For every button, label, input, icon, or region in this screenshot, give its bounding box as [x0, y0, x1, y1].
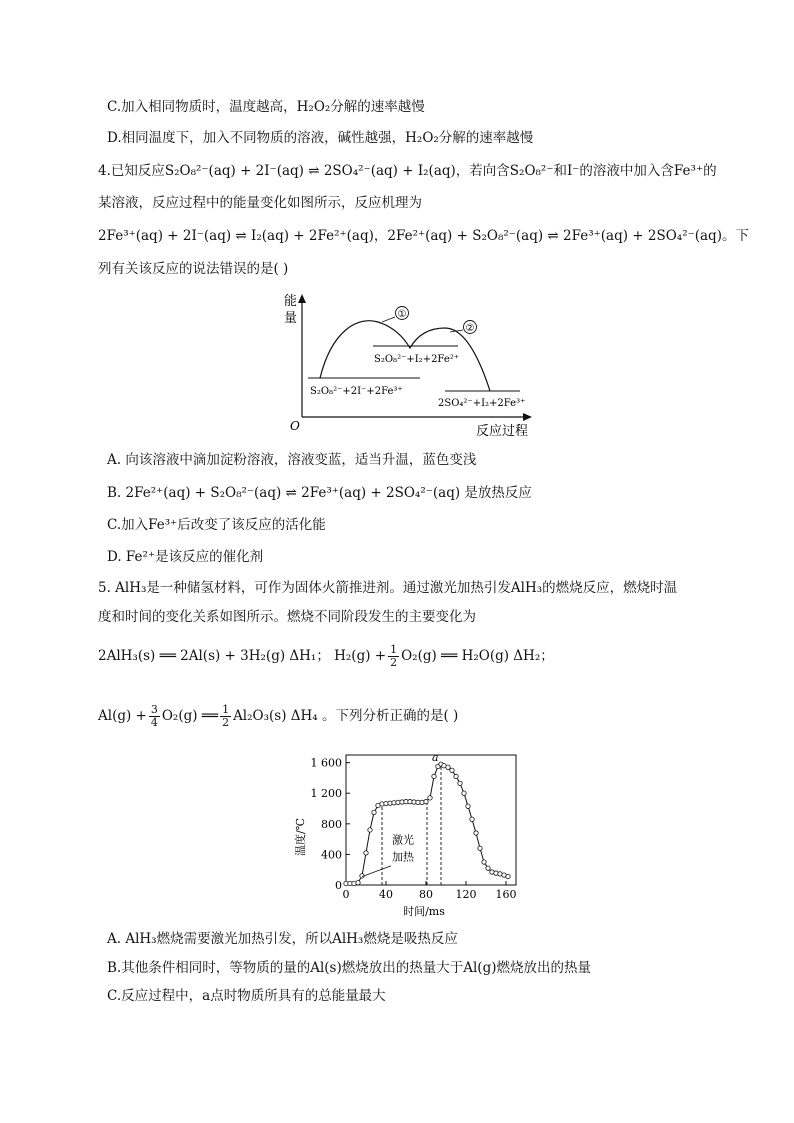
chart-data-point [446, 765, 450, 769]
chart-data-point [470, 817, 474, 821]
chart-y-tick-label: 1 200 [310, 787, 342, 801]
q4-stem-line-4: 列有关该反应的说法错误的是( ) [98, 261, 289, 277]
chart-data-point [478, 846, 482, 850]
q5-stem-line-1: 5. AlH₃是一种储氢材料，可作为固体火箭推进剂。通过激光加热引发AlH₃的燃烧反应，燃烧时温 [98, 580, 678, 596]
chart-annotation-laser-line-2: 加热 [392, 850, 414, 864]
chart-data-point [454, 774, 458, 778]
q5-equation-2-right: O₂(g) ══ H₂O(g) ΔH₂； [401, 648, 554, 664]
state-start-label: S₂O₈²⁻+2I⁻+2Fe³⁺ [310, 386, 403, 397]
q4-option-b: B. 2Fe²⁺(aq) + S₂O₈²⁻(aq) ⇌ 2Fe³⁺(aq) + 2SO₄²⁻(aq) 是放热反应 [107, 485, 532, 501]
q5-equations-line-1 [98, 642, 554, 670]
chart-data-point [364, 851, 368, 855]
chart-x-axis-label: 时间/ms [403, 905, 445, 918]
q5-option-c: C.反应过程中，a点时物质所具有的总能量最大 [107, 988, 386, 1004]
chart-plot-frame [346, 755, 516, 885]
chart-data-point [466, 804, 470, 808]
q5-equation-3-mid: O₂(g) ══ [161, 708, 219, 724]
state-mid-label: S₂O₈²⁻+I₂+2Fe²⁺ [374, 354, 460, 365]
chart-annotation-leader [362, 866, 391, 877]
q5-option-b: B.其他条件相同时，等物质的量的Al(s)燃烧放出的热量大于Al(g)燃烧放出的热量 [107, 960, 591, 976]
chart-data-point [462, 791, 466, 795]
chart-x-tick-label: 80 [419, 888, 433, 901]
chart-data-point [486, 866, 490, 870]
origin-label: O [290, 419, 300, 433]
q5-equation-3-left: Al(g) + [98, 708, 147, 724]
chart-x-tick-label: 0 [342, 888, 350, 901]
q4-option-c: C.加入Fe³⁺后改变了该反应的活化能 [107, 517, 326, 533]
q3-option-c: C.加入相同物质时，温度越高，H₂O₂分解的速率越慢 [107, 99, 425, 115]
chart-data-point [424, 799, 428, 803]
chart-annotation-laser-line-1: 激光 [392, 833, 414, 847]
chart-x-tick-label: 160 [495, 888, 517, 901]
chart-y-tick-label: 400 [321, 848, 342, 862]
y-axis-arrow [298, 294, 306, 303]
chart-point-a-label: a [432, 751, 439, 765]
fraction-one-half-b: $\frac{1}{2}$ [222, 703, 230, 729]
chart-x-tick-label: 40 [379, 888, 393, 901]
q4-option-a: A. 向该溶液中滴加淀粉溶液，溶液变蓝，适当升温，蓝色变浅 [107, 452, 477, 468]
q5-equation-1: 2AlH₃(s) ══ 2Al(s) + 3H₂(g) ΔH₁； [98, 648, 330, 664]
peak-2-label: ② [465, 323, 475, 334]
chart-x-tick-label: 120 [455, 888, 477, 901]
q4-mechanism-line: 2Fe³⁺(aq) + 2I⁻(aq) ⇌ I₂(aq) + 2Fe²⁺(aq)，2Fe²⁺(aq) + S₂O₈²⁻(aq) ⇌ 2Fe³⁺(aq) + 2SO₄²⁻(aq)。下 [98, 228, 749, 244]
q5-option-a: A. AlH₃燃烧需要激光加热引发，所以AlH₃燃烧是吸热反应 [107, 931, 458, 947]
chart-y-tick-label: 0 [335, 879, 342, 892]
chart-data-point [450, 768, 454, 772]
energy-profile-diagram [270, 290, 540, 440]
state-end-label: 2SO₄²⁻+I₂+2Fe³⁺ [438, 398, 526, 409]
chart-data-point [372, 810, 376, 814]
chart-data-point [506, 874, 510, 878]
fraction-one-half: $\frac{1}{2}$ [390, 643, 398, 669]
chart-data-point [428, 796, 432, 800]
y-axis-label-top: 能 [284, 294, 298, 309]
chart-data-point [474, 831, 478, 835]
y-axis-label-bottom: 量 [284, 311, 298, 326]
q5-equation-3-right: Al₂O₃(s) ΔH₄ 。下列分析正确的是( ) [233, 708, 459, 724]
chart-data-point [482, 860, 486, 864]
q4-stem-line-2: 某溶液，反应过程中的能量变化如图所示，反应机理为 [98, 195, 422, 211]
chart-data-point [432, 774, 436, 778]
chart-y-tick-label: 1 600 [310, 756, 342, 770]
chart-y-axis-label: 温度/℃ [294, 817, 307, 857]
chart-data-point [356, 881, 360, 885]
q3-option-d: D.相同温度下，加入不同物质的溶液，碱性越强，H₂O₂分解的速率越慢 [107, 130, 534, 146]
x-axis-label: 反应过程 [476, 424, 529, 439]
chart-data-point [458, 781, 462, 785]
peak-1-label: ① [397, 309, 407, 320]
temperature-time-chart [290, 745, 530, 925]
q5-equation-2-left: H₂(g) + [334, 648, 387, 664]
chart-data-point [368, 828, 372, 832]
x-axis-arrow [523, 413, 532, 421]
q4-stem-line-1: 4.已知反应S₂O₈²⁻(aq) + 2I⁻(aq) ⇌ 2SO₄²⁻(aq) + I₂(aq)，若向含S₂O₈²⁻和I⁻的溶液中加入含Fe³⁺的 [98, 163, 717, 179]
fraction-three-quarters: $\frac{3}{4}$ [150, 703, 158, 729]
q5-equations-line-2 [98, 702, 458, 730]
q5-stem-line-2: 度和时间的变化关系如图所示。燃烧不同阶段发生的主要变化为 [98, 609, 476, 625]
q4-option-d: D. Fe²⁺是该反应的催化剂 [107, 549, 264, 565]
chart-y-tick-label: 800 [321, 817, 342, 831]
